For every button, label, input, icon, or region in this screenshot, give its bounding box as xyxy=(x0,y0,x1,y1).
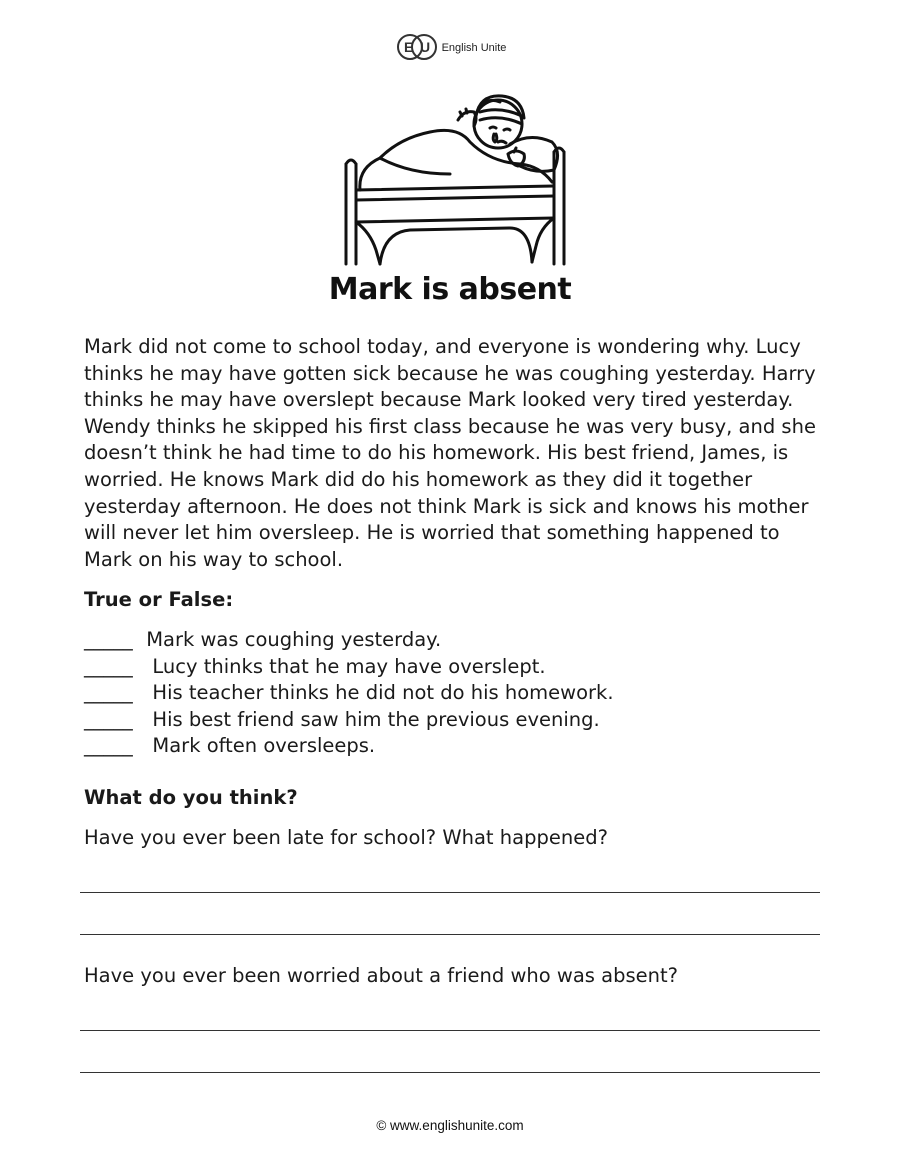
svg-text:E: E xyxy=(403,39,413,55)
site-logo xyxy=(0,30,900,64)
question-1: Have you ever been late for school? What happened? xyxy=(84,826,608,849)
question-2: Have you ever been worried about a friend who was absent? xyxy=(84,964,678,987)
list-item xyxy=(84,733,824,760)
true-false-heading: True or False: xyxy=(84,588,234,611)
logo-text: English Unite xyxy=(441,42,507,54)
answer-blank[interactable]: _____ xyxy=(84,707,133,731)
answer-line[interactable] xyxy=(80,1072,820,1073)
answer-blank[interactable]: _____ xyxy=(84,654,133,678)
eu-logo-icon xyxy=(394,32,440,62)
story-paragraph: Mark did not come to school today, and everyone is wondering why. Lucy thinks he may have gotten sick because he was coughing yesterday. Harry thinks he may have overslept because Mark looked very tired yesterday. Wendy thinks he skipped his first class because he was very busy, and she doesn’t think he had time to do his homework. His best friend, James, is worried. He knows Mark did do his homework as they did it together yesterday afternoon. He does not think Mark is sick and knows his mother will never let him oversleep. He is worried that something happened to Mark on his way to school. xyxy=(84,335,816,571)
statement-text: Mark often oversleeps. xyxy=(152,734,376,758)
true-false-list xyxy=(84,627,824,760)
statement-text: His best friend saw him the previous evening. xyxy=(152,707,600,731)
answer-line[interactable] xyxy=(80,934,820,935)
statement-text: Lucy thinks that he may have overslept. xyxy=(152,654,546,678)
list-item xyxy=(84,680,824,707)
list-item xyxy=(84,654,824,681)
what-do-you-think-heading: What do you think? xyxy=(84,786,298,809)
statement-text: Mark was coughing yesterday. xyxy=(146,628,442,651)
list-item xyxy=(84,707,824,734)
answer-line[interactable] xyxy=(80,1030,820,1031)
answer-line[interactable] xyxy=(80,892,820,893)
sick-boy-in-bed-illustration xyxy=(340,82,572,270)
worksheet-title: Mark is absent xyxy=(328,272,572,307)
statement-text: His teacher thinks he did not do his homework. xyxy=(152,681,614,705)
footer-copyright: © www.englishunite.com xyxy=(376,1118,524,1133)
answer-blank[interactable]: _____ xyxy=(84,681,133,705)
answer-blank[interactable]: _____ xyxy=(84,628,133,651)
answer-blank[interactable]: _____ xyxy=(84,734,133,758)
list-item xyxy=(84,627,824,654)
svg-text:U: U xyxy=(419,39,430,55)
